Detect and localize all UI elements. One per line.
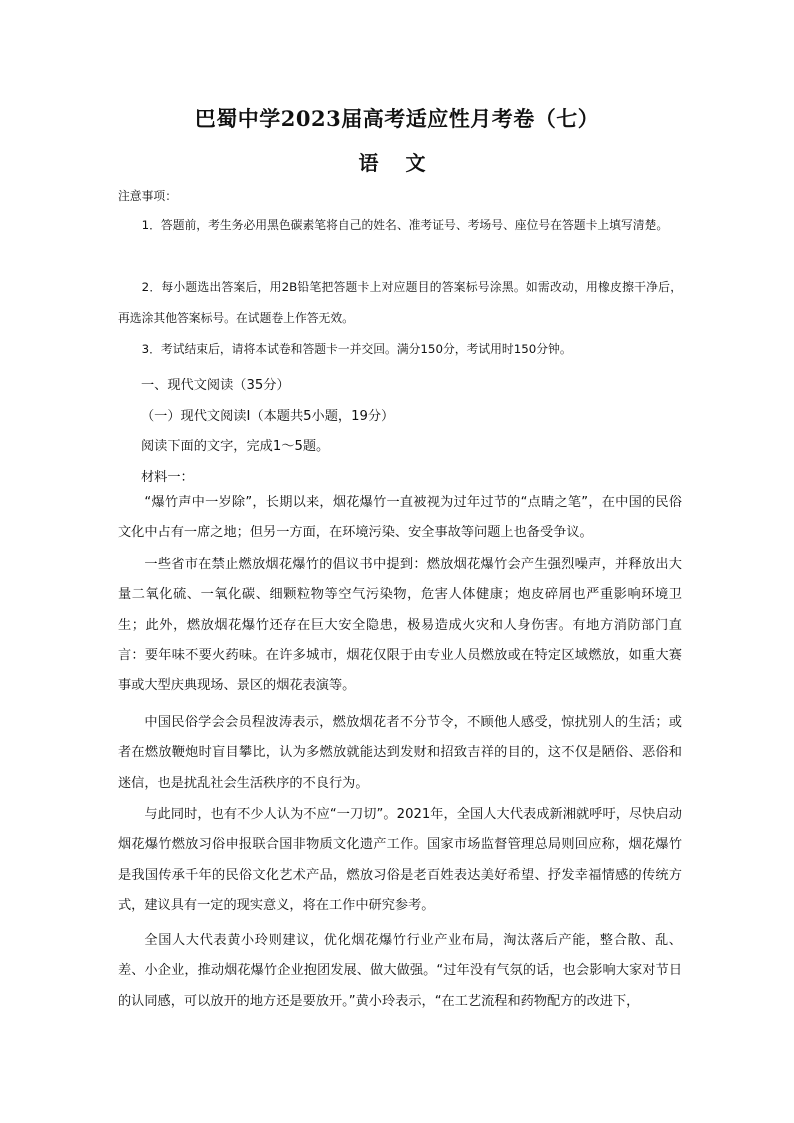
- notice-item-1: 1．答题前，考生务必用黑色碳素笔将自己的姓名、准考证号、考场号、座位号在答题卡上填写清楚。: [141, 218, 669, 232]
- paragraph-2: 一些省市在禁止燃放烟花爆竹的倡议书中提到：燃放烟花爆竹会产生强烈噪声，并释放出大量二氧化硫、一氧化碳、细颗粒物等空气污染物，危害人体健康；炮皮碎屑也严重影响环境卫生；此外，燃放烟花爆竹还存在巨大安全隐患，极易造成火灾和人身伤害。有地方消防部门直言：要年味不要火药味。在许多城市，烟花仅限于由专业人员燃放或在特定区域燃放，如重大赛事或大型庆典现场、景区的烟花表演等。: [118, 557, 682, 694]
- paragraph-1: “爆竹声中一岁除”，长期以来，烟花爆竹一直被视为过年过节的“点睛之笔”，在中国的民俗文化中占有一席之地；但另一方面，在环境污染、安全事故等问题上也备受争议。: [118, 495, 682, 541]
- section-subheading: （一）现代文阅读Ⅰ（本题共5小题，19分）: [141, 409, 395, 424]
- subject-title: 语 文: [358, 151, 436, 175]
- reading-instruction: 阅读下面的文字，完成1～5题。: [141, 439, 330, 454]
- notice-item-3: 3．考试结束后，请将本试卷和答题卡一并交回。满分150分，考试用时150分钟。: [141, 342, 572, 356]
- paragraph-4: 与此同时，也有不少人认为不应“一刀切”。2021年，全国人大代表成新湘就呼吁，尽快启动烟花爆竹燃放习俗申报联合国非物质文化遗产工作。国家市场监督管理总局则回应称，烟花爆竹是我国传承千年的民俗文化艺术产品，燃放习俗是老百姓表达美好希望、抒发幸福情感的传统方式，建议具有一定的现实意义，将在工作中研究参考。: [118, 807, 682, 913]
- paragraph-5: 全国人大代表黄小玲则建议，优化烟花爆竹行业产业布局，淘汰落后产能，整合散、乱、差、小企业，推动烟花爆竹企业抱团发展、做大做强。“过年没有气氛的话，也会影响大家对节日的认同感，可以放开的地方还是要放开。”黄小玲表示，“在工艺流程和药物配方的改进下，: [118, 933, 682, 1009]
- paragraph-3: 中国民俗学会会员程波涛表示，燃放烟花者不分节令，不顾他人感受，惊扰别人的生活；或者在燃放鞭炮时盲目攀比，认为多燃放就能达到发财和招致吉祥的目的，这不仅是陋俗、恶俗和迷信，也是扰乱社会生活秩序的不良行为。: [118, 715, 682, 791]
- notice-item-2: 2．每小题选出答案后，用2B铅笔把答题卡上对应题目的答案标号涂黑。如需改动，用橡皮擦干净后，再选涂其他答案标号。在试题卷上作答无效。: [118, 280, 682, 325]
- material-label: 材料一：: [141, 470, 194, 485]
- notice-label: 注意事项：: [118, 189, 177, 203]
- section-heading: 一、现代文阅读（35分）: [141, 378, 290, 393]
- exam-title: 巴蜀中学2023届高考适应性月考卷（七）: [194, 106, 600, 131]
